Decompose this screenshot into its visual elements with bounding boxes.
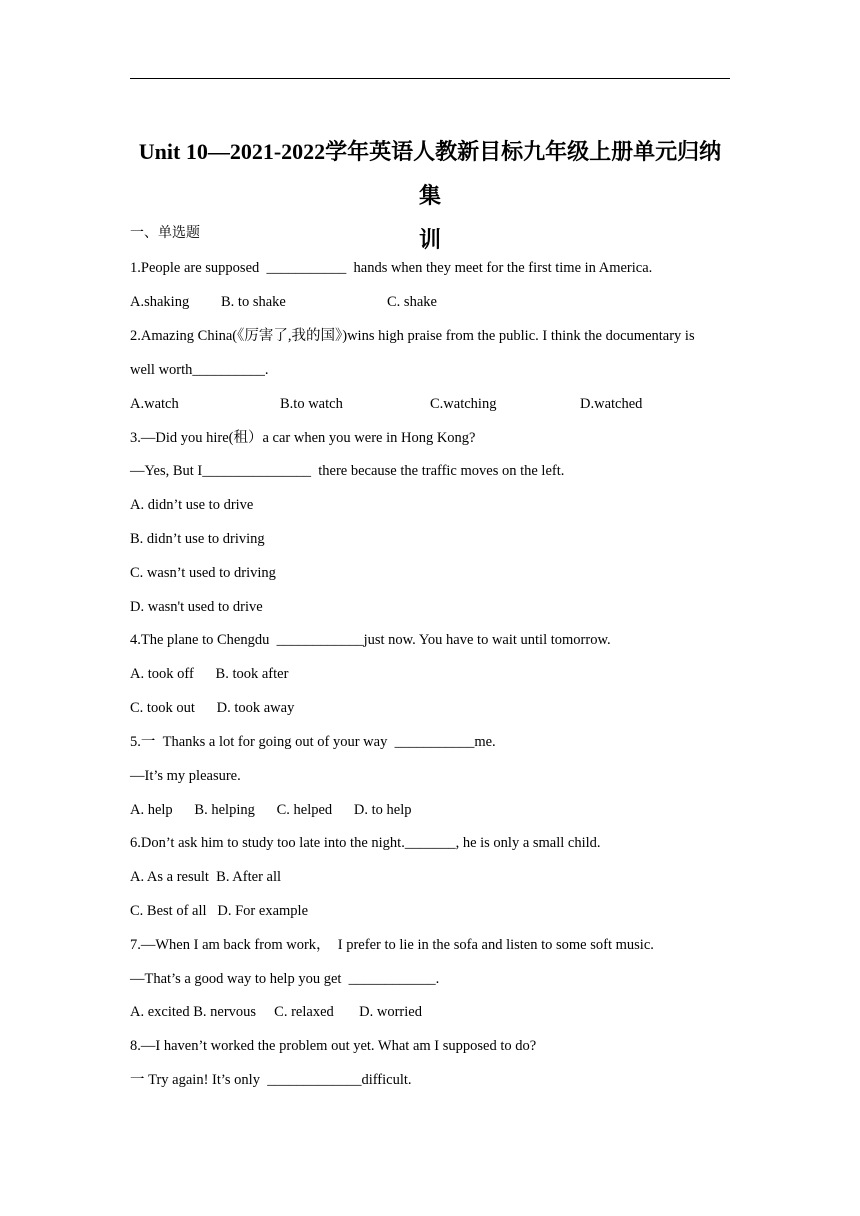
- question-2-stem-line-2: well worth__________.: [130, 362, 269, 378]
- question-3-option-c: C. wasn’t used to driving: [130, 565, 276, 581]
- title-line-2: 训: [418, 227, 441, 252]
- question-6-options-ab: A. As a result B. After all: [130, 869, 282, 885]
- question-8-stem-line-2: 一 Try again! It’s only _____________difficult.: [130, 1072, 412, 1088]
- question-3-stem-line-2: —Yes, But I_______________ there because the traffic moves on the left.: [130, 463, 565, 479]
- title-line-1: Unit 10—2021-2022学年英语人教新目标九年级上册单元归纳集: [138, 139, 722, 208]
- question-5-stem-line-1: 5.一 Thanks a lot for going out of your way ___________me.: [130, 734, 496, 750]
- question-7-options: A. excited B. nervous C. relaxed D. worried: [130, 1004, 422, 1020]
- question-4-options-cd: C. took out D. took away: [130, 700, 295, 716]
- question-1-option-c: C. shake: [387, 294, 437, 310]
- question-1-option-b: B. to shake: [221, 294, 286, 310]
- question-5-stem-line-2: —It’s my pleasure.: [130, 768, 241, 784]
- question-2-option-a: A.watch: [130, 396, 179, 412]
- question-8-stem-line-1: 8.—I haven’t worked the problem out yet. What am I supposed to do?: [130, 1038, 537, 1054]
- question-5-options: A. help B. helping C. helped D. to help: [130, 802, 412, 818]
- question-1-stem: 1.People are supposed ___________ hands when they meet for the first time in America.: [130, 260, 653, 276]
- section-heading: 一、单选题: [130, 226, 200, 241]
- question-2-option-c: C.watching: [430, 396, 497, 412]
- question-2-option-b: B.to watch: [280, 396, 343, 412]
- question-1-option-a: A.shaking: [130, 294, 190, 310]
- question-6-stem: 6.Don’t ask him to study too late into the night._______, he is only a small child.: [130, 835, 601, 851]
- header-rule: [130, 78, 730, 79]
- question-7-stem-line-2: —That’s a good way to help you get ____________.: [130, 971, 440, 987]
- question-4-options-ab: A. took off B. took after: [130, 666, 289, 682]
- question-4-stem: 4.The plane to Chengdu ____________just now. You have to wait until tomorrow.: [130, 632, 611, 648]
- question-2-stem-line-1: 2.Amazing China(《厉害了,我的国》)wins high praise from the public. I think the documentary is: [130, 328, 695, 344]
- question-3-option-d: D. wasn't used to drive: [130, 599, 263, 615]
- document-title: [130, 130, 730, 262]
- question-2-option-d: D.watched: [580, 396, 643, 412]
- question-3-option-b: B. didn’t use to driving: [130, 531, 265, 547]
- question-6-options-cd: C. Best of all D. For example: [130, 903, 309, 919]
- question-3-option-a: A. didn’t use to drive: [130, 497, 254, 513]
- question-3-stem-line-1: 3.—Did you hire(租）a car when you were in Hong Kong?: [130, 430, 476, 446]
- question-7-stem-line-1: 7.—When I am back from work， I prefer to lie in the sofa and listen to some soft music.: [130, 937, 654, 953]
